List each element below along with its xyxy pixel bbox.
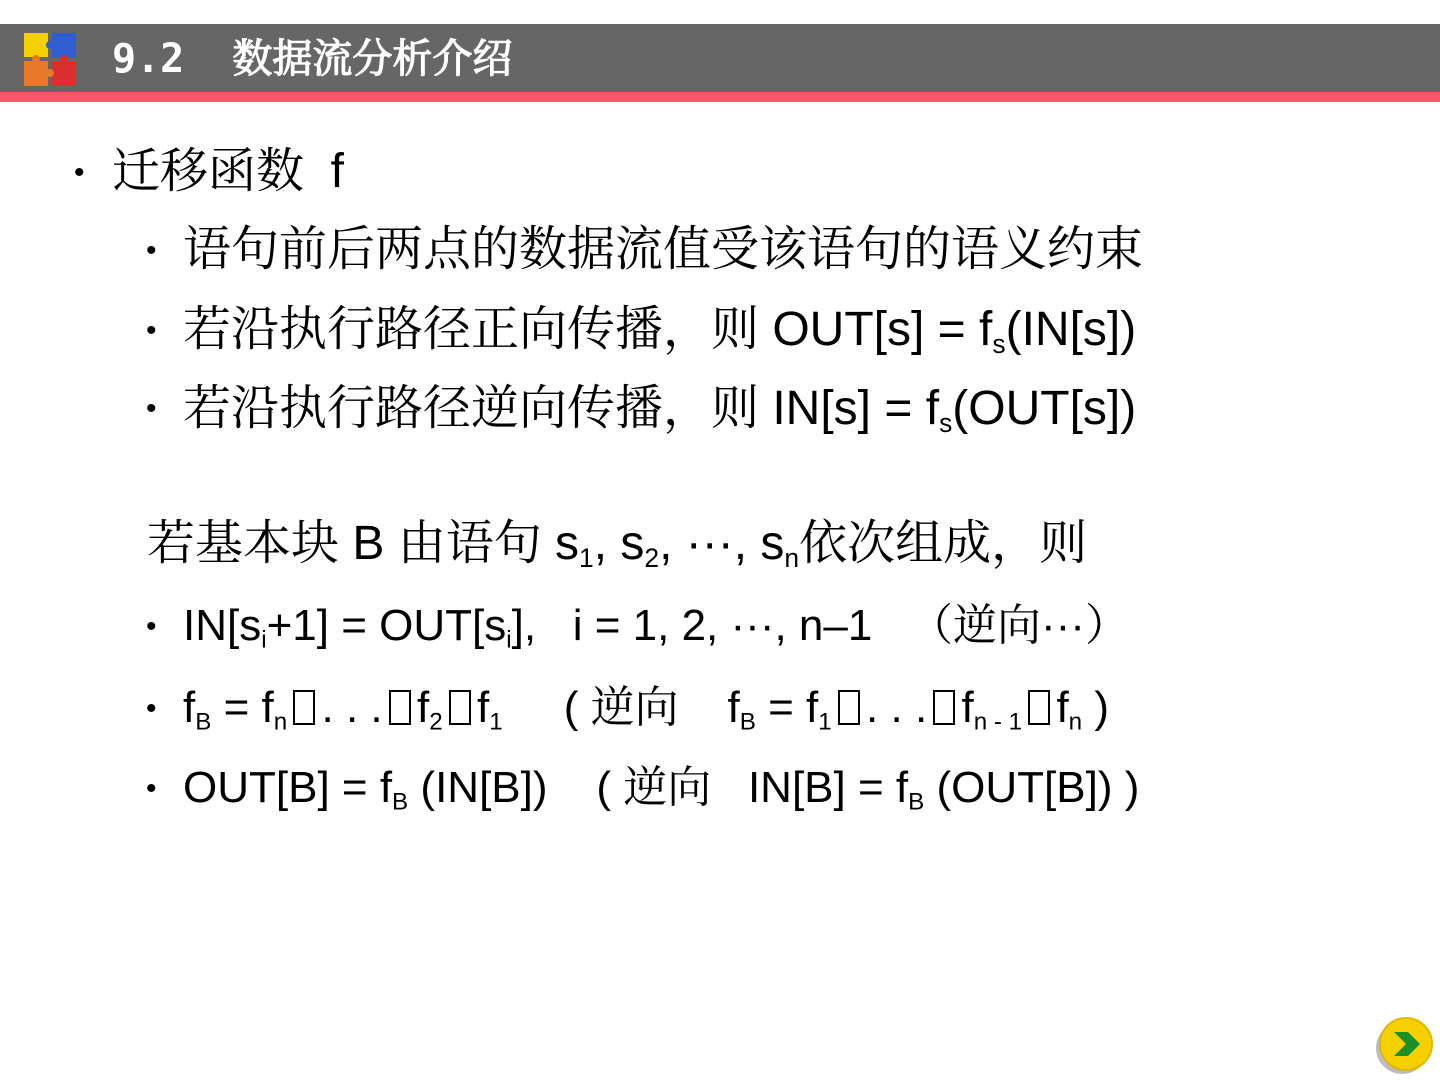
- content-line-1: 迁移函数 f: [112, 145, 345, 198]
- composition-operator: [449, 690, 471, 724]
- composition-operator: [933, 690, 955, 724]
- next-slide-button[interactable]: [1374, 1016, 1434, 1076]
- title-underline: [0, 92, 1440, 102]
- slide-title: 9.2 数据流分析介绍: [112, 36, 513, 82]
- content-paragraph-5: 若基本块 B 由语句 $s_1$, $s_2$, ···, $s_n$依次组成，则: [147, 517, 1088, 573]
- content-line-2: 语句前后两点的数据流值受该语句的语义约束: [183, 223, 1144, 276]
- bullet-dot: •: [146, 314, 157, 347]
- composition-operator: [389, 690, 411, 724]
- bullet-dot: •: [146, 692, 157, 725]
- content-line-3: 若沿执行路径正向传播，则 $OUT[s] = f_s(IN[s])$: [183, 303, 1137, 359]
- puzzle-logo-icon: [22, 30, 78, 88]
- bullet-dot: •: [146, 234, 157, 267]
- content-line-8: $OUT[B] = f_B$ (IN[B]) ( 逆向 $IN[B] = f_B$ (OUT[B]) ): [183, 763, 1140, 816]
- composition-operator: [838, 690, 860, 724]
- composition-operator: [293, 690, 315, 724]
- composition-operator: [1028, 690, 1050, 724]
- content-line-4: 若沿执行路径逆向传播，则 $IN[s] = f_s(OUT[s])$: [183, 382, 1137, 438]
- bullet-dot: •: [146, 610, 157, 643]
- bullet-dot: •: [74, 156, 85, 189]
- bullet-dot: •: [146, 772, 157, 805]
- content-line-6: $IN[s_i+1] = OUT[s_i]$, i = 1, 2, ···, n–1 （逆向···）: [183, 601, 1129, 654]
- content-line-7: $f_B = f_n$ . . . $f_2$ $f_1$ ( 逆向 $f_B = f_1$ . . . $f_{n - 1}$ $f_n$ ): [183, 683, 1110, 736]
- bullet-dot: •: [146, 392, 157, 425]
